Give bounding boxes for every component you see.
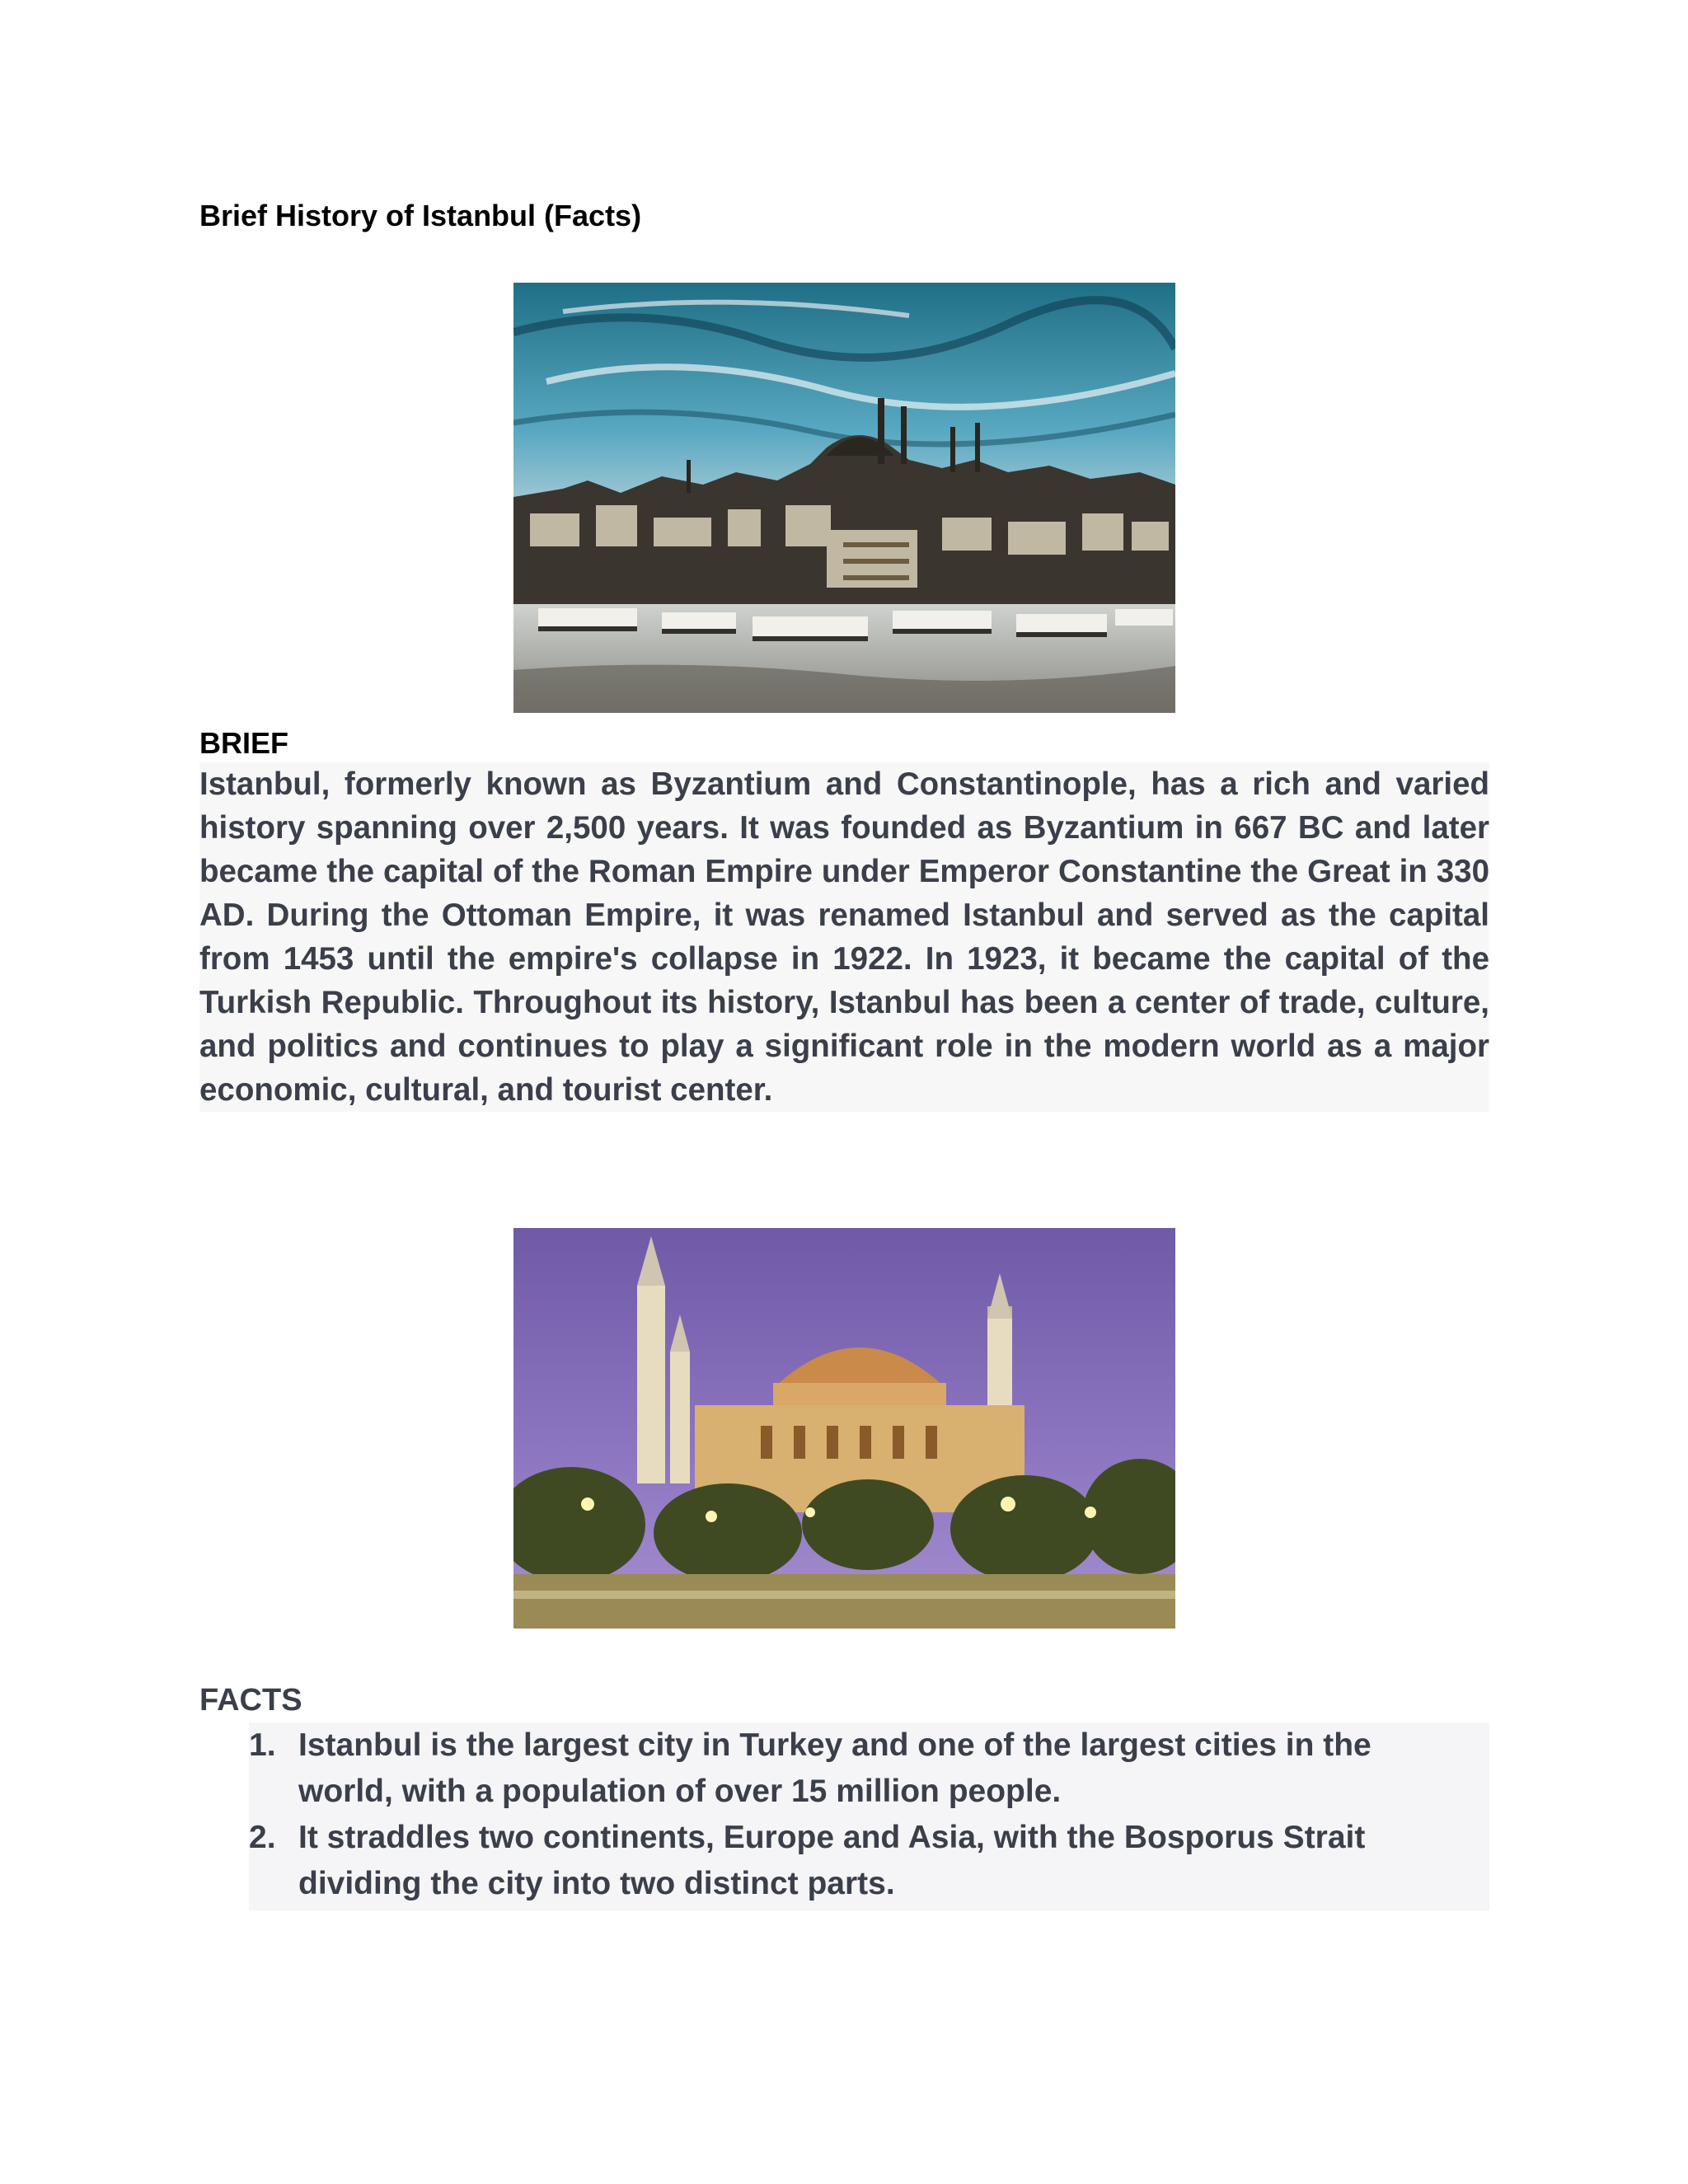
list-item-text: Istanbul is the largest city in Turkey and one of the largest cities in the world, with a population of over 15 million people. <box>298 1727 1372 1809</box>
document-title: Brief History of Istanbul (Facts) <box>199 199 642 232</box>
list-item-text: It straddles two continents, Europe and Asia, with the Bosporus Strait dividing the city into two distinct parts. <box>298 1820 1366 1901</box>
list-item-number: 2. <box>249 1820 276 1855</box>
istanbul-skyline-photo-icon <box>513 283 1175 713</box>
brief-heading: BRIEF <box>199 726 288 760</box>
brief-paragraph: Istanbul, formerly known as Byzantium and Constantinople, has a rich and varied history spanning over 2,500 years. It was founded as Byzantium in 667 BC and later became the capital of the Roman Empire under Emperor Constantine the Great in 330 AD. During the Ottoman Empire, it was renamed Istanbul and served as the capital from 1453 until the empire's collapse in 1922. In 1923, it became the capital of the Turkish Republic. Throughout its history, Istanbul has been a center of trade, culture, and politics and continues to play a significant role in the modern world as a major economic, cultural, and tourist center. <box>199 762 1489 1112</box>
facts-list <box>249 1722 1469 1907</box>
list-item <box>249 1815 1469 1907</box>
istanbul-skyline-image <box>513 283 1175 713</box>
facts-heading: FACTS <box>199 1683 302 1718</box>
list-item <box>249 1722 1469 1815</box>
hagia-sophia-night-photo-icon <box>513 1228 1175 1629</box>
list-item-number: 1. <box>249 1727 276 1763</box>
hagia-sophia-image <box>513 1228 1175 1629</box>
